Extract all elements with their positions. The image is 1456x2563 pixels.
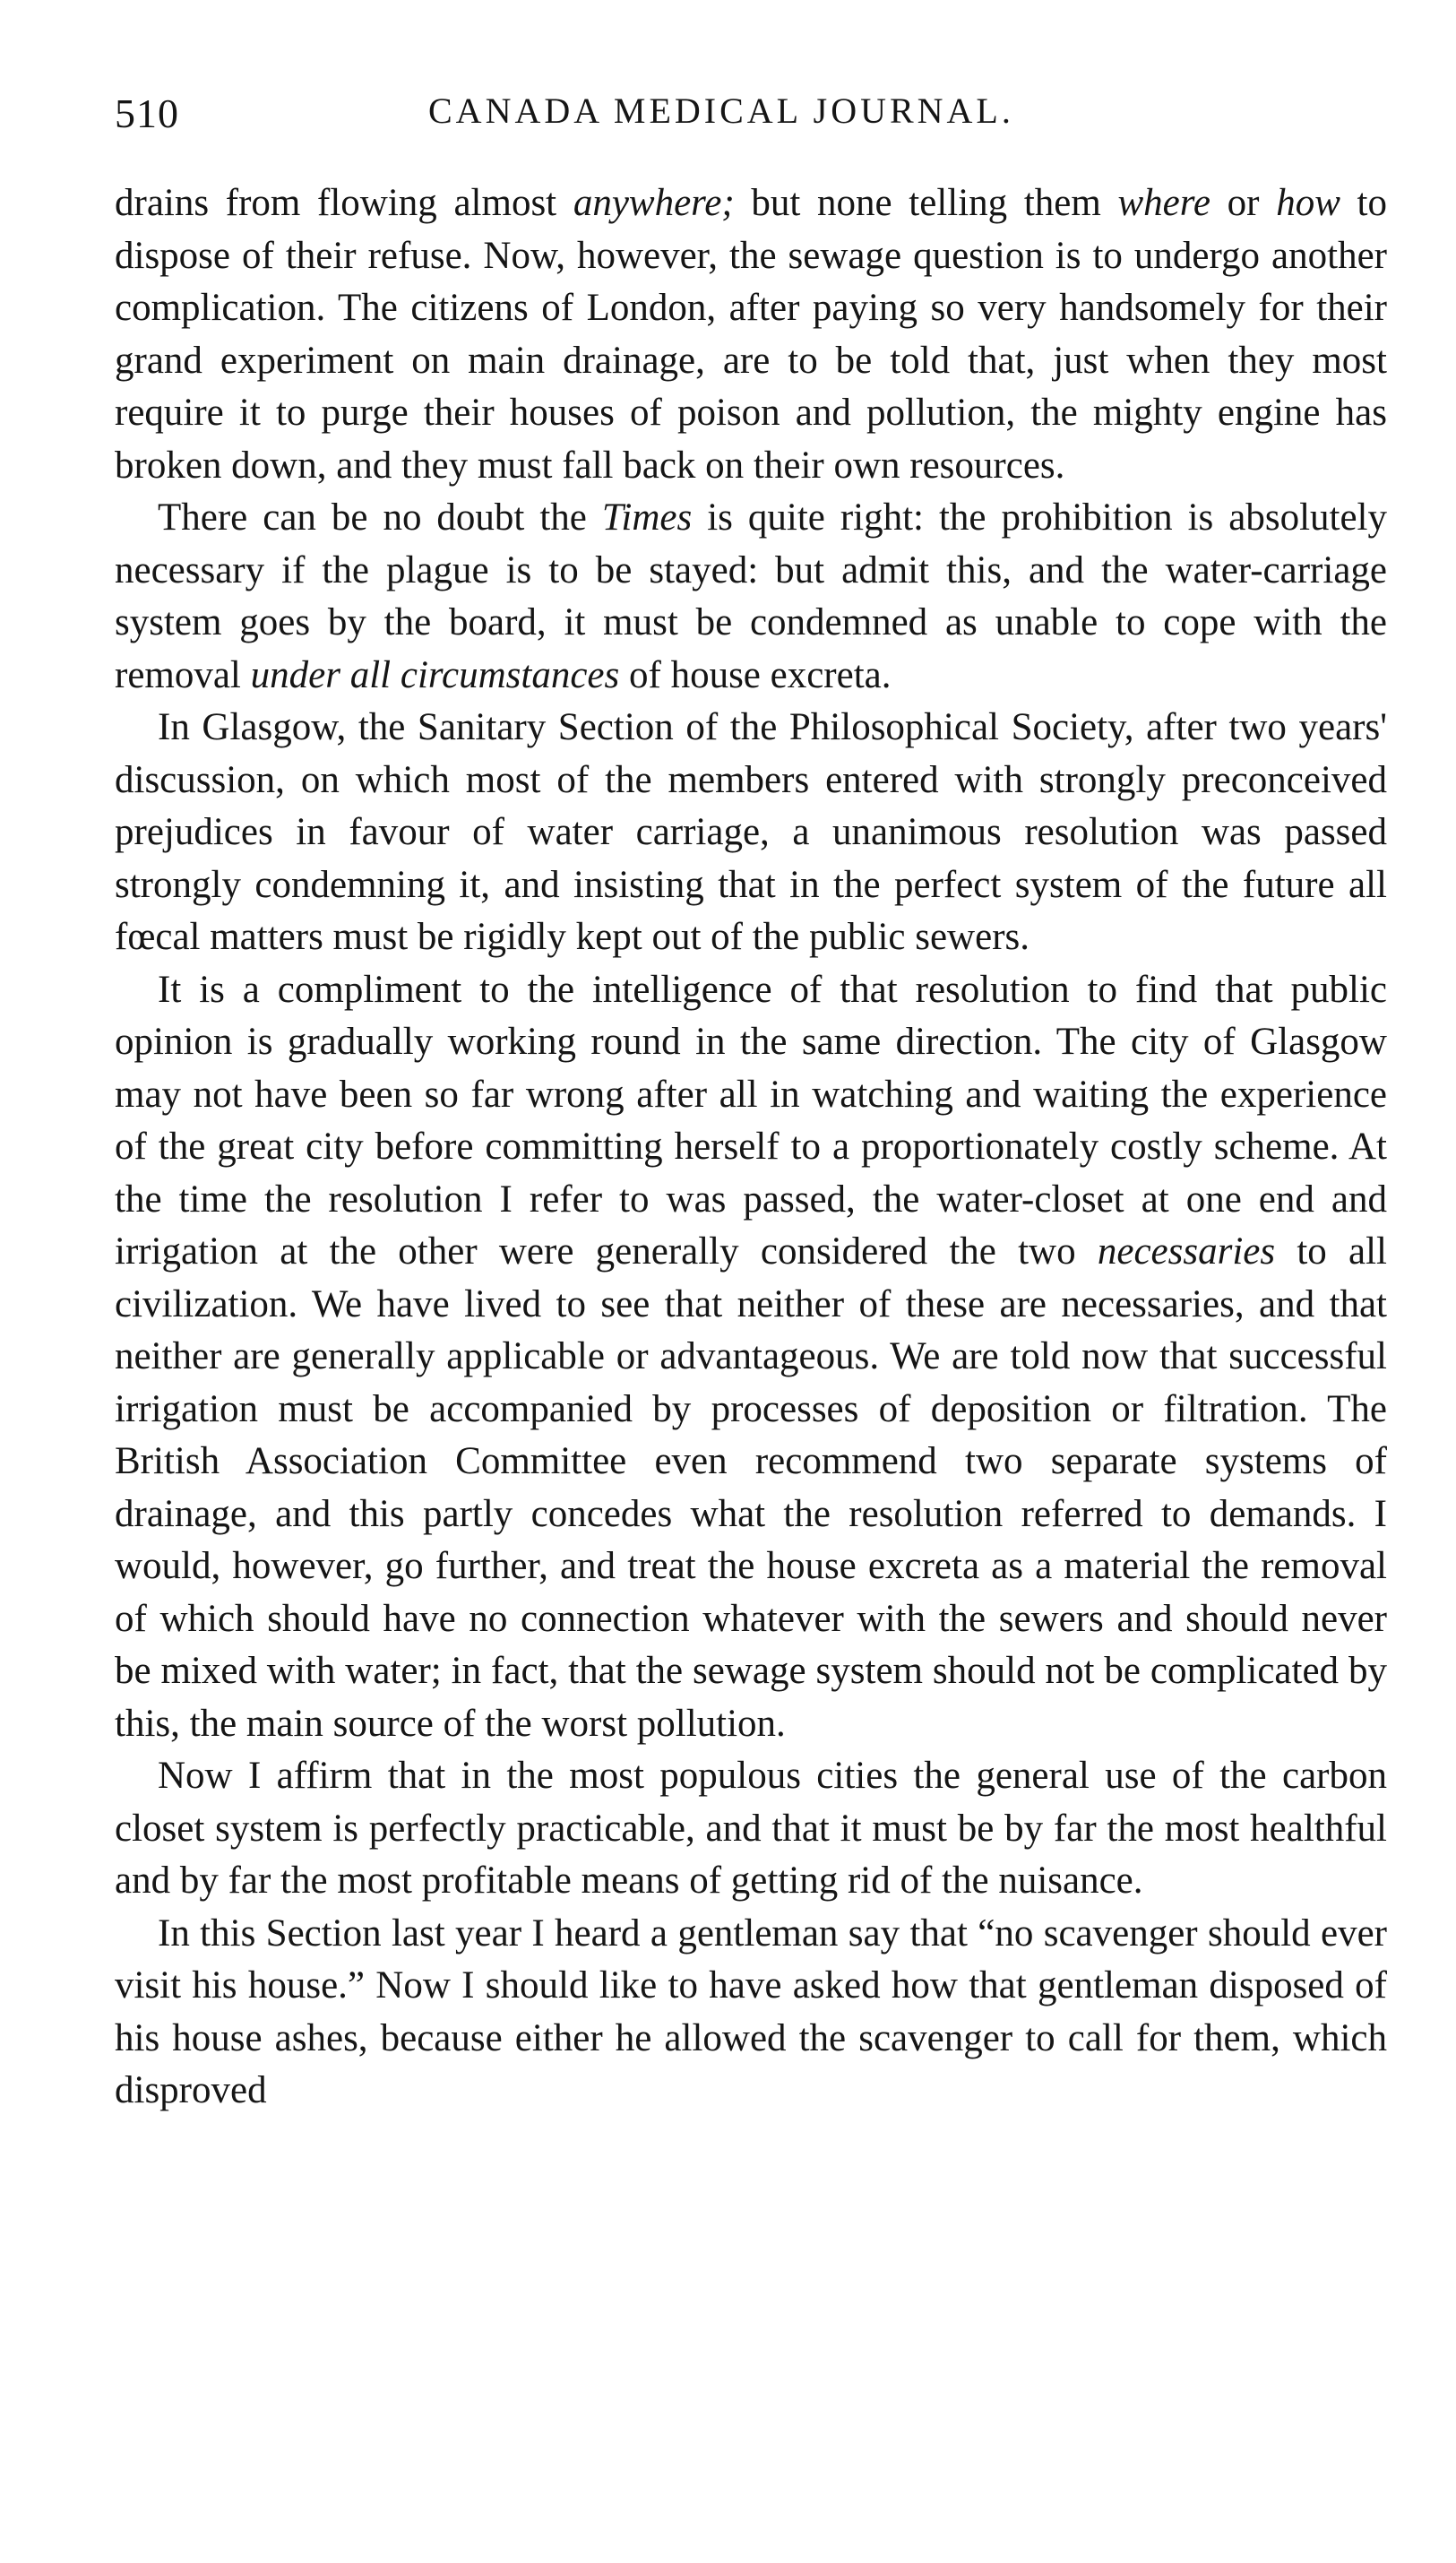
- text-run: to dispose of their refuse. Now, however, the sewage question is to undergo another complication. The citizens of London, after paying so very handsomely for their grand experiment on main drainage, are to be told that, just when they most require it to purge their houses of poison and pollution, the mighty engine has broken down, and they must fall back on their own resources.: [115, 182, 1387, 487]
- article-body: [115, 177, 1387, 2118]
- text-run: is quite right: the prohibition is absolutely necessary if the plague is to be stayed: but admit this, and the water-carriage system goes by the board, it must be condemned as unable to cope with the removal: [115, 496, 1387, 696]
- italic-text: how: [1276, 182, 1340, 224]
- italic-text: under all circumstances: [250, 653, 620, 696]
- italic-text: Times: [601, 496, 693, 539]
- paragraph: [115, 964, 1387, 1751]
- text-run: In this Section last year I heard a gentleman say that “no scavenger should ever visit his house.” Now I should like to have asked how that gentleman disposed of his house ashes, because either he allowed the scavenger to call for them, which disproved: [115, 1911, 1387, 2111]
- text-run: In Glasgow, the Sanitary Section of the Philosophical Society, after two years' discussion, on which most of the members entered with strongly preconceived prejudices in favour of water carriage, a unanimous resolution was passed strongly condemning it, and insisting that in the perfect system of the future all fœcal matters must be rigidly kept out of the public sewers.: [115, 706, 1387, 958]
- paragraph: [115, 1908, 1387, 2118]
- journal-page: [115, 90, 1387, 2118]
- journal-title: CANADA MEDICAL JOURNAL.: [428, 91, 1014, 131]
- running-head: [115, 90, 1387, 143]
- text-run: of house excreta.: [619, 653, 892, 696]
- text-run: It is a compliment to the intelligence of that resolution to find that public opinion is gradually working round in the same direction. The city of Glasgow may not have been so far wrong after all in watching and waiting the experience of the great city before committing herself to a proportionately costly scheme. At the time the resolution I refer to was passed, the water-closet at one end and irrigation at the other were generally considered the two: [115, 968, 1387, 1273]
- page-number: 510: [115, 91, 179, 136]
- paragraph: [115, 492, 1387, 702]
- text-run: There can be no doubt the: [158, 496, 602, 539]
- italic-text: where: [1117, 182, 1210, 224]
- italic-text: necessaries: [1097, 1230, 1276, 1273]
- paragraph: [115, 1750, 1387, 1908]
- italic-text: anywhere;: [573, 182, 735, 224]
- text-run: or: [1210, 182, 1277, 224]
- paragraph: [115, 702, 1387, 964]
- text-run: but none telling them: [734, 182, 1118, 224]
- text-run: Now I affirm that in the most populous cities the general use of the carbon closet system is perfectly practicable, and that it must be by far the most healthful and by far the most profitable means of getting rid of the nuisance.: [115, 1755, 1387, 1902]
- paragraph: [115, 177, 1387, 492]
- text-run: to all civilization. We have lived to see that neither of these are necessaries, and that neither are generally applicable or advantageous. We are told now that successful irrigation must be accompanied by processes of deposition or filtration. The British Association Committee even recommend two separate systems of drainage, and this partly concedes what the resolution referred to demands. I would, however, go further, and treat the house excreta as a material the removal of which should have no connection whatever with the sewers and should never be mixed with water; in fact, that the sewage system should not be complicated by this, the main source of the worst pollution.: [115, 1230, 1387, 1745]
- text-run: drains from flowing almost: [115, 182, 573, 224]
